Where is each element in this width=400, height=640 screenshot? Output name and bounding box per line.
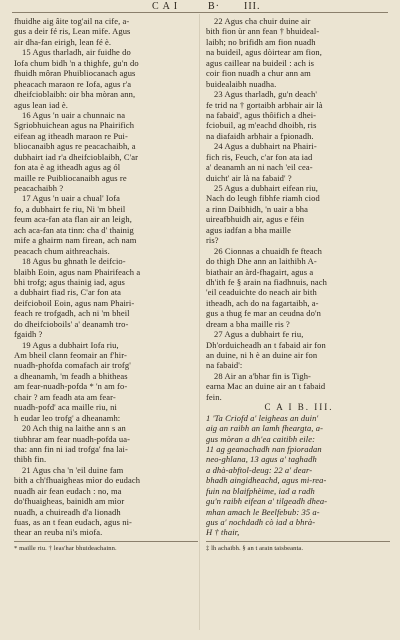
- text-line: laibh; no brifidh am fion nuadh: [206, 36, 316, 47]
- text-line: fuas, as an t fean eudach, agus ni-: [14, 517, 132, 527]
- text-line: 26 Cionnas a chuaidh fe fteach: [214, 245, 323, 256]
- text-line: itheadh, ach do na fagartaibh, a-: [206, 297, 319, 308]
- text-line: gus a deir fé ris, Lean mife. Agus: [14, 26, 131, 37]
- text-line: 23 Agus tharladh, gu'n deach': [214, 89, 317, 100]
- text-line: 11 ag geanachadh nan fpioradan: [206, 443, 322, 454]
- text-line: pheacach maraon re Iofa, agus r'a: [14, 78, 132, 89]
- text-line: 25 Agus a dubhairt eifean riu,: [214, 183, 319, 193]
- text-line: aig an raibh an lamh fheargta, a-: [206, 423, 324, 434]
- text-line: bliocanaibh agus re peacachaibh, a: [14, 141, 136, 152]
- text-line: a dhà-abftol-deug: 22 a' dear-: [206, 464, 313, 475]
- text-line: 27 Agus a dubhairt fe riu,: [214, 329, 304, 340]
- text-line: 19 Agus a dubhairt Iofa riu,: [22, 339, 119, 350]
- text-line: h eudar leo trofg' a dheanamh:: [14, 412, 121, 423]
- text-line: fgaidh ?: [14, 329, 43, 340]
- text-line: dubhairt iad r'a dheifcioblaibh, C'ar: [14, 151, 139, 162]
- text-line: nuadh-phofda comafach air trofg': [14, 360, 131, 371]
- left-column: [14, 16, 198, 553]
- text-line: do'fhuaigheas, bainidh am mìor: [14, 496, 125, 507]
- text-line: 28 Air an a'bhar fin is Tigh-: [214, 370, 311, 381]
- text-line: fhuidh môran Phuibliocanach agus: [14, 68, 136, 79]
- text-line: Sgriobhuichean agus na Phairifich: [14, 120, 135, 131]
- text-line: agus iadfan a bha maille: [206, 224, 292, 235]
- footnote-rule: [14, 541, 198, 542]
- text-line: eifean ag itheadh maraon re Pui-: [14, 130, 128, 141]
- text-line: 16 Agus 'n uair a chunnaic na: [22, 109, 126, 120]
- text-line: gus mòran a dh'ea caitibh eile:: [206, 433, 316, 444]
- text-line: na diafaidh arbhair a fpionadh.: [206, 130, 314, 141]
- text-line: chair ? am feadh ata am fear-: [14, 391, 116, 402]
- text-line: fein.: [206, 391, 222, 402]
- text-line: agus lean iad è.: [14, 99, 68, 110]
- right-column: [206, 16, 392, 553]
- text-line: peacach chum aithreachais.: [14, 245, 110, 256]
- text-line: peacachaibh ?: [14, 183, 64, 193]
- text-line: dh'ith fe § arain na fiadhnuis, nach: [206, 276, 328, 287]
- footnote-rule: [206, 541, 390, 542]
- text-line: na buideil, agus dòirtear am fion,: [206, 47, 322, 58]
- text-line: air dha-fan eirigh, lean fé è.: [14, 36, 112, 47]
- text-line: agus caillear na buideil : ach is: [206, 57, 315, 68]
- text-line: biathair an àrd-fhagairt, agus a: [206, 266, 314, 277]
- text-line: gus a thug fe mar an ceudna do'n: [206, 308, 321, 319]
- text-line: buidealaibh nuadha.: [206, 78, 277, 89]
- text-line: nuadh, a chuireadh d'a lionadh: [14, 506, 121, 517]
- text-line: nuadh-pofd' aca maille riu, ni: [14, 402, 117, 413]
- text-line: fo, a dubhairt fe riu, Ni 'm bheil: [14, 203, 126, 214]
- text-line: 1 'Ta Criofd a' leigheas an duin': [206, 412, 319, 423]
- text-line: bhi trofg; agus thainig iad, agus: [14, 276, 125, 287]
- text-line: maille re Puibliocanaibh agus re: [14, 172, 127, 183]
- text-line: fhuidhe aig âite tog'ail na cife, a-: [14, 16, 130, 26]
- text-line: mife a ghairm nam firean, ach nam: [14, 235, 137, 246]
- text-line: am fear-nuadh-pofda * 'n am fo-: [14, 381, 128, 392]
- text-line: fciobuil, ag m'eachd dhoibh, ris: [206, 120, 317, 131]
- text-line: earna Mac an duine air an t fabaid: [206, 381, 326, 392]
- text-line: dheifcioblaibh: oir bha mòran ann,: [14, 89, 136, 100]
- text-line: Am bheil clann feomair an f'hir-: [14, 350, 127, 360]
- text-line: a' deanamh an ni nach 'eil cea-: [206, 162, 313, 173]
- text-line: fon ata è ag itheadh agus ag ól: [14, 162, 121, 173]
- header-chapter-label: C A I: [152, 1, 179, 12]
- text-line: do thigh Dhe ann an laithibh A-: [206, 256, 317, 267]
- text-line: a rinn Daibhidh, 'n uair a bha: [206, 203, 309, 214]
- text-line: thibh fin.: [14, 454, 47, 465]
- header-rule: [12, 12, 388, 13]
- text-line: fich ris, Feuch, c'ar fon ata iad: [206, 151, 313, 162]
- text-line: neo-ghlana, 13 agus a' taghadh: [206, 454, 317, 465]
- text-line: bhadh aingidheachd, agus mi-rea-: [206, 475, 327, 486]
- text-line: na fabaid':: [206, 360, 243, 371]
- text-line: tiubhrar am fear nuadh-pofda ua-: [14, 433, 131, 444]
- text-line: fuin na blaifphèime, iad a radh: [206, 485, 315, 496]
- text-line: do dheifcioboils' a' deanamh tro-: [14, 318, 129, 329]
- text-line: H † thair,: [206, 527, 240, 538]
- text-line: a dubhairt fiad ris, C'ar fon ata: [14, 287, 122, 298]
- text-line: gu'n raibh eifean a' tilgeadh dhea-: [206, 496, 328, 507]
- chapter-heading: C A I B. III.: [264, 402, 334, 413]
- text-line: ach aca-fan ata tinn: cha d' thainig: [14, 224, 134, 235]
- footnote: * maille riu. † leas'har bhuideachainn.: [14, 544, 117, 552]
- text-line: 21 Agus cha 'n 'eil duine fam: [22, 464, 124, 475]
- text-line: feach re trofgadh, ach ni 'm bheil: [14, 308, 130, 319]
- text-line: 24 Agus a dubhairt na Phairi-: [214, 141, 317, 152]
- text-line: fe trid na † gortaibh arbhair air là: [206, 99, 323, 110]
- text-line: feum aca-fan ata flan air an leigh,: [14, 214, 132, 225]
- header-separator: B·: [208, 1, 220, 12]
- text-line: an duine, ni h è an duine air fon: [206, 350, 318, 360]
- text-line: thear an reuba ni's miofa.: [14, 527, 103, 538]
- text-line: ris?: [206, 235, 219, 246]
- text-line: gus a' nochdadh cò iad a bhrà-: [206, 517, 316, 527]
- text-line: 18 Agus bu ghnath le deifcio-: [22, 256, 126, 267]
- text-line: bith a ch'fhuaigheas mìor do eudach: [14, 475, 141, 486]
- text-line: na fabaid', agus thôifich a dhei-: [206, 109, 317, 120]
- text-line: dream a bha maille ris ?: [206, 318, 290, 329]
- text-line: Dh'orduicheadh an t fabaid air fon: [206, 339, 326, 350]
- footnote: ‡ lh achaibh. § an t arain taisbeanta.: [206, 544, 304, 552]
- text-line: nuadh air fean eudach : no, ma: [14, 485, 122, 496]
- text-line: 'eil ceaduichte do neach air bith: [206, 287, 317, 298]
- text-line: 22 Agus cha chuir duine air: [214, 16, 311, 26]
- text-line: duicht' air là na fabaid' ?: [206, 172, 292, 183]
- text-line: Nach do leugh fibhfe riamh ciod: [206, 193, 320, 204]
- column-gutter: [199, 14, 200, 630]
- header-chapter-number: III.: [244, 1, 261, 12]
- text-line: coir fion nuadh a chur ann am: [206, 68, 311, 79]
- text-line: 15 Agus tharladh, air fuidhe do: [22, 47, 131, 58]
- text-line: bith fion ùr ann fean † bhuideal-: [206, 26, 320, 37]
- text-line: deifcioboil Eoin, agus nam Phairi-: [14, 297, 135, 308]
- text-line: uireafbhuidh air, agus e féin: [206, 214, 305, 225]
- text-line: tha: ann fin ni iad trofga' fna lai-: [14, 443, 128, 454]
- text-line: Iofa chum bidh 'n a thighfe, gu'n do: [14, 57, 139, 68]
- text-line: blaibh Eoin, agus nam Phairifeach a: [14, 266, 141, 277]
- text-line: mhan amach le Beelfebub: 35 a-: [206, 506, 320, 517]
- text-line: 17 Agus 'n uair a chual' Iofa: [22, 193, 121, 204]
- text-line: 20 Ach thig na laithe ann s an: [22, 423, 126, 434]
- text-line: a dheanamh, 'm feadh a bhitheas: [14, 370, 128, 381]
